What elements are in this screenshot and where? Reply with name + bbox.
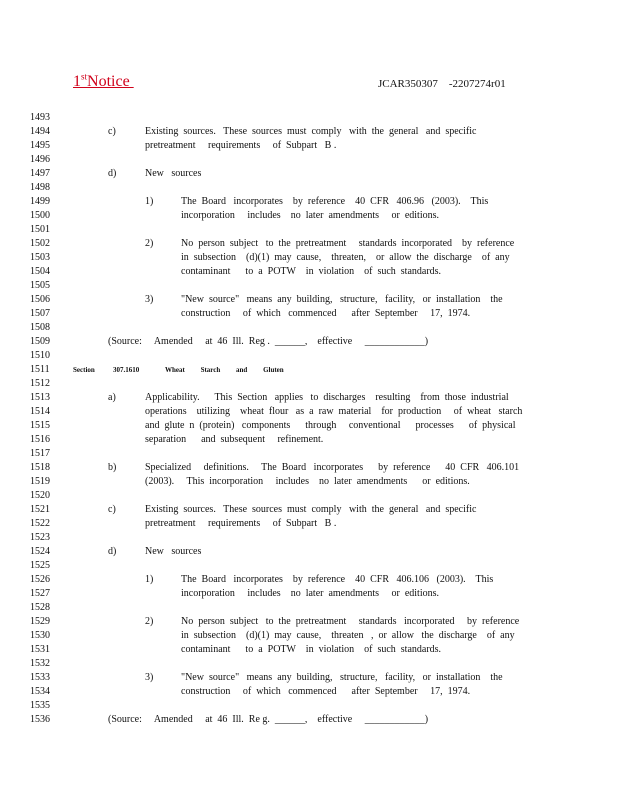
document-line: [0, 489, 618, 503]
line-number: 1496: [30, 154, 50, 165]
item-marker: 2): [145, 238, 154, 249]
line-number: 1511: [30, 364, 50, 375]
line-number: 1534: [30, 686, 50, 697]
item-marker: a): [108, 392, 116, 403]
document-line: [0, 615, 618, 629]
line-number: 1519: [30, 476, 50, 487]
document-line: [0, 419, 618, 433]
line-text: New sources: [145, 168, 202, 179]
notice-ordinal: st: [81, 71, 88, 82]
notice-number: 1: [73, 73, 81, 90]
document-line: [0, 377, 618, 391]
line-text: The Board incorporates by reference 40 CFR 406.96 (2003). This: [181, 196, 489, 207]
line-number: 1503: [30, 252, 50, 263]
document-line: [0, 195, 618, 209]
line-text: in subsection (d)(1) may cause, threaten, or allow the discharge of any: [181, 252, 510, 263]
line-number: 1504: [30, 266, 50, 277]
document-line: [0, 237, 618, 251]
line-number: 1529: [30, 616, 50, 627]
line-number: 1525: [30, 560, 50, 571]
line-text: pretreatment requirements of Subpart B .: [145, 140, 337, 151]
line-number: 1499: [30, 196, 50, 207]
line-number: 1495: [30, 140, 50, 151]
item-marker: d): [108, 546, 117, 557]
line-number: 1528: [30, 602, 50, 613]
line-number: 1516: [30, 434, 50, 445]
line-number: 1533: [30, 672, 50, 683]
document-line: [0, 279, 618, 293]
item-marker: d): [108, 168, 117, 179]
section-label: Section: [73, 366, 95, 374]
line-number: 1521: [30, 504, 50, 515]
document-line: [0, 643, 618, 657]
line-number: 1526: [30, 574, 50, 585]
line-number: 1520: [30, 490, 50, 501]
line-text: No person subject to the pretreatment standards incorporated by reference: [181, 616, 520, 627]
line-number: 1536: [30, 714, 50, 725]
document-line: [0, 699, 618, 713]
item-marker: 3): [145, 294, 154, 305]
line-number: 1515: [30, 420, 50, 431]
item-marker: 3): [145, 672, 154, 683]
line-text: contaminant to a POTW in violation of such standards.: [181, 644, 442, 655]
document-line: [0, 517, 618, 531]
document-line: [0, 335, 618, 349]
line-number: 1506: [30, 294, 50, 305]
line-text: "New source" means any building, structure, facility, or installation the: [181, 294, 503, 305]
line-number: 1518: [30, 462, 50, 473]
document-line: [0, 167, 618, 181]
item-marker: b): [108, 462, 117, 473]
line-number: 1497: [30, 168, 50, 179]
document-line: [0, 545, 618, 559]
document-line: [0, 447, 618, 461]
document-line: [0, 139, 618, 153]
line-text: Existing sources. These sources must comply with the general and specific: [145, 126, 477, 137]
line-number: 1501: [30, 224, 50, 235]
document-line: [0, 349, 618, 363]
item-marker: c): [108, 126, 116, 137]
document-line: [0, 209, 618, 223]
document-line: [0, 293, 618, 307]
document-line: [0, 181, 618, 195]
line-number: 1532: [30, 658, 50, 669]
line-number: 1531: [30, 644, 50, 655]
document-line: [0, 531, 618, 545]
line-number: 1535: [30, 700, 50, 711]
document-line: [0, 461, 618, 475]
line-text: contaminant to a POTW in violation of such standards.: [181, 266, 442, 277]
document-line: [0, 685, 618, 699]
line-number: 1493: [30, 112, 50, 123]
line-number: 1494: [30, 126, 50, 137]
line-number: 1513: [30, 392, 50, 403]
line-text: Specialized definitions. The Board incorporates by reference 40 CFR 406.101: [145, 462, 520, 473]
line-text: (Source: Amended at 46 Ill. Reg . ______, effective ____________): [108, 336, 429, 347]
document-line: [0, 251, 618, 265]
line-text: "New source" means any building, structure, facility, or installation the: [181, 672, 503, 683]
line-text: incorporation includes no later amendments or editions.: [181, 588, 439, 599]
document-line: [0, 713, 618, 727]
document-line: [0, 587, 618, 601]
document-line: [0, 671, 618, 685]
item-marker: 1): [145, 574, 154, 585]
document-reference: JCAR350307 -2207274r01: [378, 78, 506, 90]
item-marker: c): [108, 504, 116, 515]
document-line: [0, 153, 618, 167]
line-text: pretreatment requirements of Subpart B .: [145, 518, 337, 529]
document-line: [0, 321, 618, 335]
line-number: 1509: [30, 336, 50, 347]
document-line: [0, 391, 618, 405]
document-line: [0, 111, 618, 125]
line-text: separation and subsequent refinement.: [145, 434, 324, 445]
section-title: Wheat Starch and Gluten: [165, 366, 284, 374]
section-number: 307.1610: [113, 366, 140, 374]
line-number: 1500: [30, 210, 50, 221]
line-number: 1530: [30, 630, 50, 641]
document-line: [0, 573, 618, 587]
line-number: 1510: [30, 350, 50, 361]
line-text: in subsection (d)(1) may cause, threaten , or allow the discharge of any: [181, 630, 515, 641]
document-line: [0, 223, 618, 237]
document-line: [0, 559, 618, 573]
line-text: (2003). This incorporation includes no later amendments or editions.: [145, 476, 470, 487]
document-line: [0, 307, 618, 321]
document-line: [0, 433, 618, 447]
line-number: 1505: [30, 280, 50, 291]
document-line: [0, 629, 618, 643]
line-number: 1512: [30, 378, 50, 389]
line-text: No person subject to the pretreatment standards incorporated by reference: [181, 238, 515, 249]
line-number: 1514: [30, 406, 50, 417]
line-text: Applicability. This Section applies to discharges resulting from those industrial: [145, 392, 509, 403]
item-marker: 1): [145, 196, 154, 207]
line-text: Existing sources. These sources must comply with the general and specific: [145, 504, 477, 515]
notice-heading: [73, 73, 134, 91]
line-number: 1508: [30, 322, 50, 333]
line-text: and glute n (protein) components through conventional processes of physical: [145, 420, 516, 431]
document-line: [0, 265, 618, 279]
line-text: New sources: [145, 546, 202, 557]
line-number: 1523: [30, 532, 50, 543]
document-line: [0, 601, 618, 615]
line-text: operations utilizing wheat flour as a raw material for production of wheat starch: [145, 406, 523, 417]
document-line: [0, 363, 618, 377]
line-number: 1524: [30, 546, 50, 557]
document-line: [0, 503, 618, 517]
line-text: incorporation includes no later amendments or editions.: [181, 210, 439, 221]
line-text: The Board incorporates by reference 40 CFR 406.106 (2003). This: [181, 574, 494, 585]
document-line: [0, 475, 618, 489]
item-marker: 2): [145, 616, 154, 627]
notice-word: Notice: [87, 73, 134, 90]
document-line: [0, 657, 618, 671]
line-text: construction of which commenced after September 17, 1974.: [181, 308, 471, 319]
line-text: (Source: Amended at 46 Ill. Re g. ______, effective ____________): [108, 714, 429, 725]
line-number: 1517: [30, 448, 50, 459]
document-line: [0, 125, 618, 139]
document-line: [0, 405, 618, 419]
line-number: 1527: [30, 588, 50, 599]
line-text: construction of which commenced after September 17, 1974.: [181, 686, 471, 697]
line-number: 1502: [30, 238, 50, 249]
line-number: 1522: [30, 518, 50, 529]
line-number: 1507: [30, 308, 50, 319]
line-number: 1498: [30, 182, 50, 193]
